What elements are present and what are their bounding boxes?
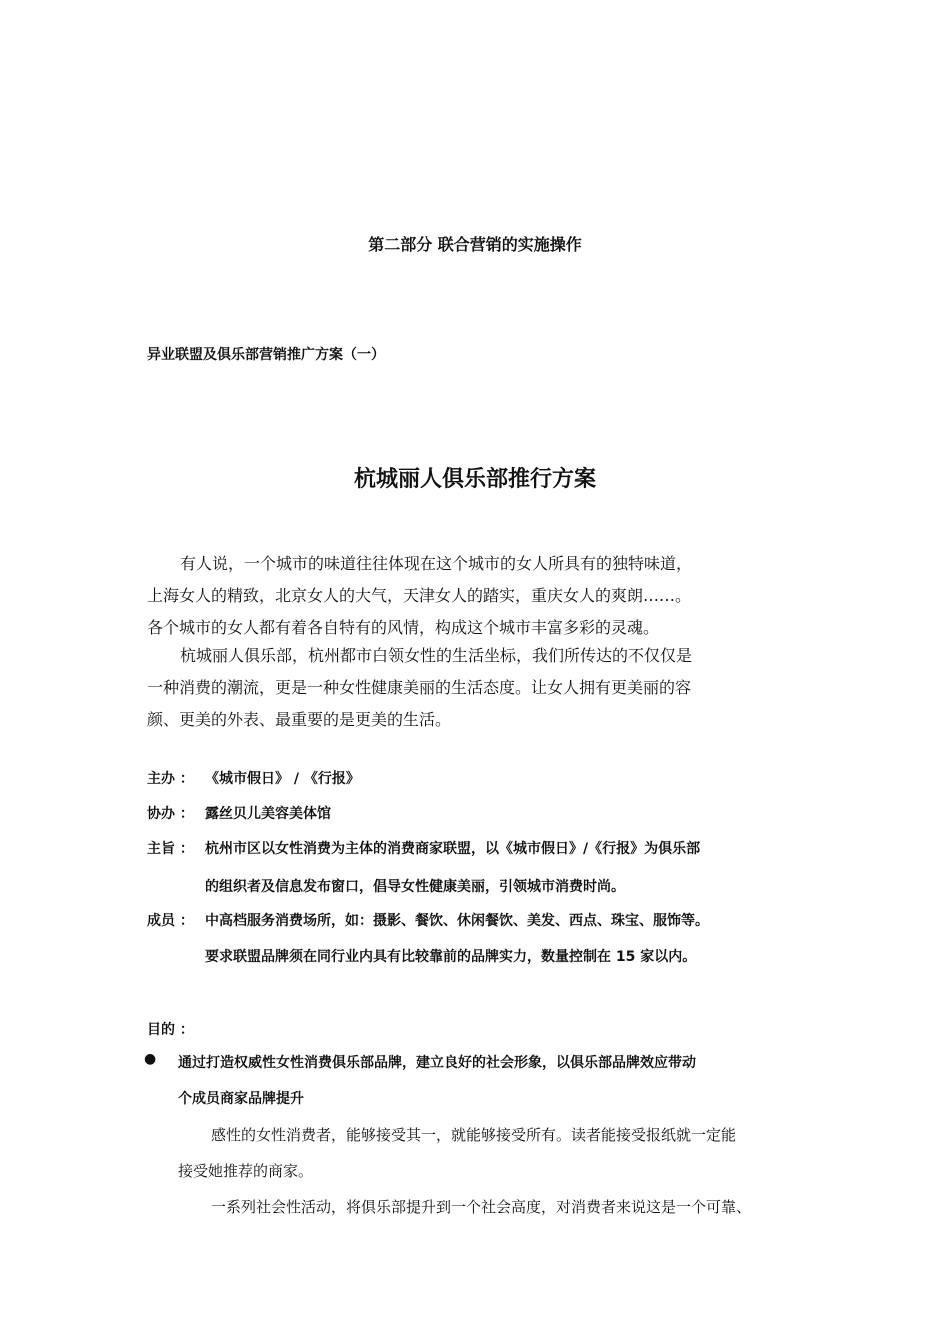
member-row — [147, 910, 709, 930]
bullet-line-1: 通过打造权威性女性消费俱乐部品牌，建立良好的社会形象，以俱乐部品牌效应带动 — [178, 1055, 696, 1071]
bullet-icon: ● — [144, 1051, 157, 1067]
co-host-row — [147, 803, 331, 823]
host-label: 主办 ： — [147, 771, 194, 787]
intro-line: 一种消费的潮流，更是一种女性健康美丽的生活态度。让女人拥有更美丽的容 — [147, 678, 692, 697]
purpose-label: 目的 ： — [147, 1022, 194, 1038]
bullet-line-2: 个成员商家品牌提升 — [178, 1091, 304, 1107]
body-line: 一系列社会性活动，将俱乐部提升到一个社会高度，对消费者来说这是一个可靠、 — [211, 1198, 752, 1216]
host-value: 《城市假日》 / 《行报》 — [205, 771, 360, 787]
section-title: 异业联盟及俱乐部营销推广方案（一） — [147, 347, 385, 363]
body-line: 接受她推荐的商家。 — [178, 1162, 314, 1180]
aim-row — [147, 838, 700, 858]
member-label: 成员 ： — [147, 913, 194, 929]
member-line-1: 中高档服务消费场所，如：摄影、餐饮、休闲餐饮、美发、西点、珠宝、服饰等。 — [205, 913, 709, 929]
intro-line: 颜、更美的外表、最重要的是更美的生活。 — [147, 710, 452, 729]
intro-line: 有人说，一个城市的味道往往体现在这个城市的女人所具有的独特味道， — [180, 554, 693, 573]
member-line-2: 要求联盟品牌须在同行业内具有比较靠前的品牌实力，数量控制在 15 家以内。 — [205, 949, 697, 965]
host-row — [147, 768, 360, 788]
co-host-value: 露丝贝儿美容美体馆 — [205, 806, 331, 822]
intro-paragraph-1 — [147, 548, 827, 644]
co-host-label: 协办 ： — [147, 806, 194, 822]
part-title: 第二部分 联合营销的实施操作 — [368, 235, 582, 254]
aim-line-2: 的组织者及信息发布窗口，倡导女性健康美丽，引领城市消费时尚。 — [205, 879, 625, 895]
body-line: 感性的女性消费者，能够接受其一，就能够接受所有。读者能接受报纸就一定能 — [211, 1126, 737, 1144]
intro-paragraph-2 — [147, 640, 827, 736]
aim-label: 主旨 ： — [147, 841, 194, 857]
aim-line-1: 杭州市区以女性消费为主体的消费商家联盟，以《城市假日》/《行报》为俱乐部 — [205, 841, 701, 857]
intro-line: 上海女人的精致，北京女人的大气，天津女人的踏实，重庆女人的爽朗……。 — [147, 586, 692, 605]
intro-line: 杭城丽人俱乐部，杭州都市白领女性的生活坐标，我们所传达的不仅仅是 — [180, 646, 693, 665]
intro-line: 各个城市的女人都有着各自特有的风情，构成这个城市丰富多彩的灵魂。 — [147, 618, 660, 637]
main-title: 杭城丽人俱乐部推行方案 — [353, 467, 596, 492]
